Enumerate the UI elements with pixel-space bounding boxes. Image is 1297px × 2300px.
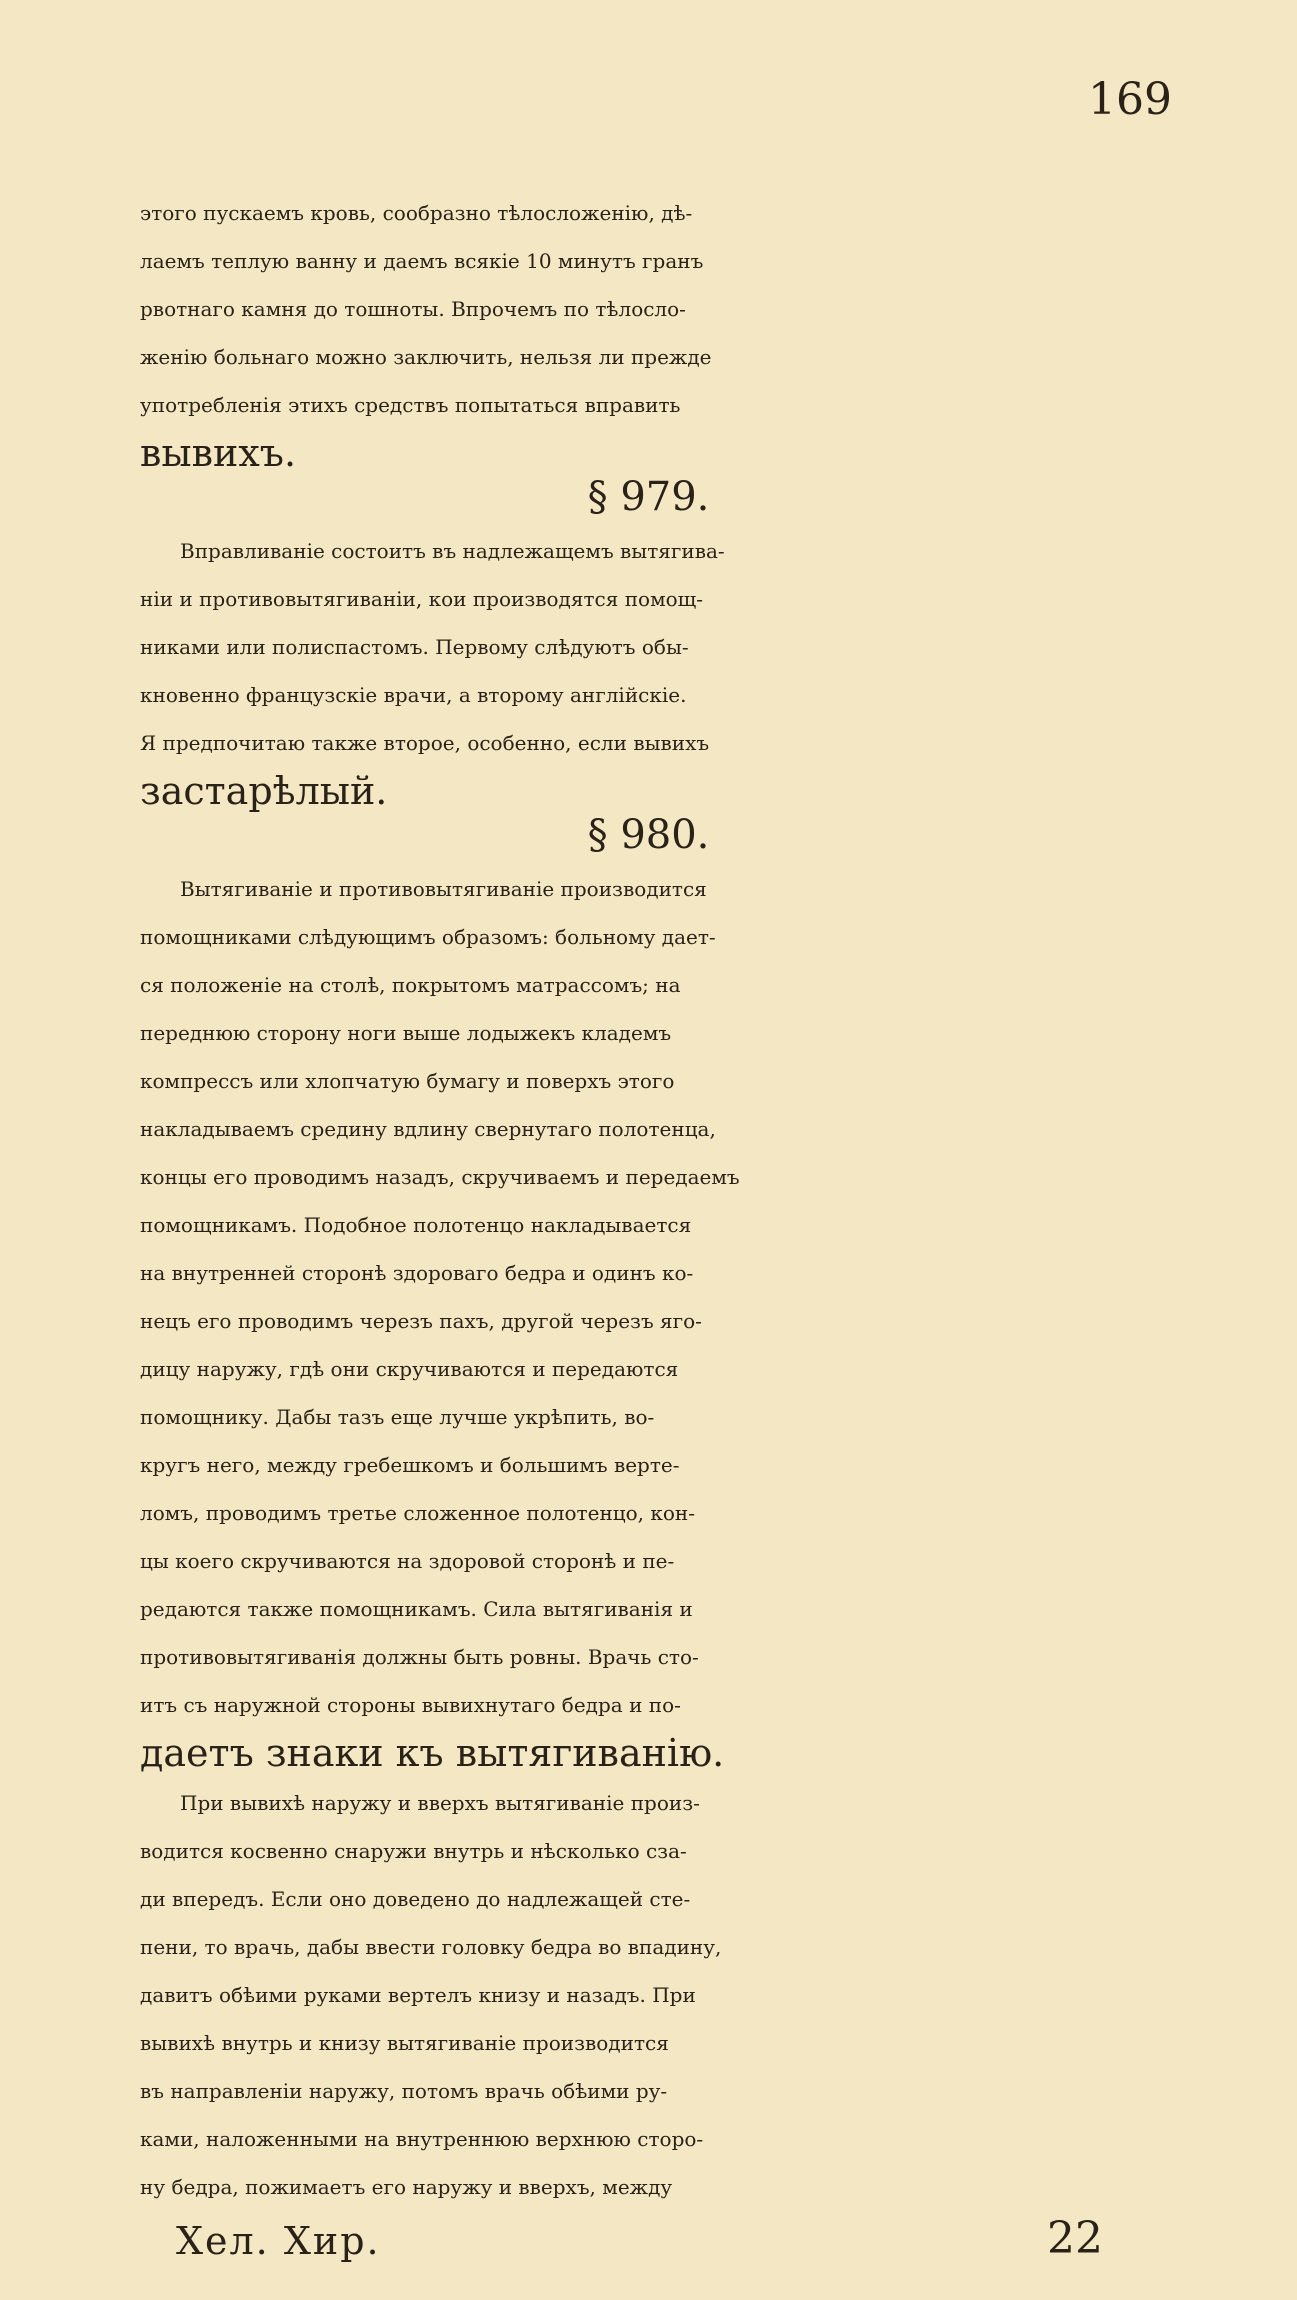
text-line: лаемъ теплую ванну и даемъ всякіе 10 минутъ гранъ <box>140 249 704 273</box>
text-line: переднюю сторону ноги выше лодыжекъ кладемъ <box>140 1021 672 1045</box>
text-line: ди впередъ. Если оно доведено до надлежащей сте- <box>140 1887 691 1911</box>
text-line: помощниками слѣдующимъ образомъ: больному дает- <box>140 925 716 949</box>
text-line: пени, то врачь, дабы ввести головку бедра во впадину, <box>140 1935 722 1959</box>
text-line: даетъ знаки къ вытягиванію. <box>140 1731 725 1775</box>
text-line: концы его проводимъ назадъ, скручиваемъ и передаемъ <box>140 1165 740 1189</box>
text-line: компрессъ или хлопчатую бумагу и поверхъ этого <box>140 1069 675 1093</box>
text-line: рвотнаго камня до тошноты. Впрочемъ по тѣлосло- <box>140 297 686 321</box>
text-line: давитъ обѣими руками вертелъ книзу и назадъ. При <box>140 1983 696 2007</box>
text-line: кругъ него, между гребешкомъ и большимъ верте- <box>140 1453 680 1477</box>
text-line: ну бедра, пожимаетъ его наружу и вверхъ, между <box>140 2175 673 2199</box>
text-line: вывихъ. <box>140 431 297 475</box>
text-line: помощнику. Дабы тазъ еще лучше укрѣпить, во- <box>140 1405 655 1429</box>
section-heading-980: § 980. <box>587 812 710 858</box>
text-line: ніи и противовытягиваніи, кои производятся помощ- <box>140 587 704 611</box>
text-line: Вправливаніе состоитъ въ надлежащемъ вытягива- <box>180 539 725 563</box>
text-line: женію больнаго можно заключить, нельзя ли прежде <box>140 345 712 369</box>
text-line: дицу наружу, гдѣ они скручиваются и передаются <box>140 1357 679 1381</box>
text-line: помощникамъ. Подобное полотенцо накладывается <box>140 1213 692 1237</box>
text-line: накладываемъ средину вдлину свернутаго полотенца, <box>140 1117 716 1141</box>
text-line: Вытягиваніе и противовытягиваніе производится <box>180 877 707 901</box>
text-line: итъ съ наружной стороны вывихнутаго бедра и по- <box>140 1693 681 1717</box>
signature-mark: Хел. Хир. <box>176 2219 381 2263</box>
text-line: При вывихѣ наружу и вверхъ вытягиваніе произ- <box>180 1791 700 1815</box>
text-line: застарѣлый. <box>140 769 388 813</box>
text-line: ками, наложенными на внутреннюю верхнюю сторо- <box>140 2127 704 2151</box>
text-line: вывихѣ внутрь и книзу вытягиваніе производится <box>140 2031 669 2055</box>
text-line: нецъ его проводимъ черезъ пахъ, другой черезъ яго- <box>140 1309 702 1333</box>
text-line: ломъ, проводимъ третье сложенное полотенцо, кон- <box>140 1501 696 1525</box>
text-line: никами или полиспастомъ. Первому слѣдуютъ обы- <box>140 635 689 659</box>
text-line: цы коего скручиваются на здоровой сторонѣ и пе- <box>140 1549 675 1573</box>
section-heading-979: § 979. <box>587 474 710 520</box>
text-line: въ направленіи наружу, потомъ врачь обѣими ру- <box>140 2079 668 2103</box>
text-line: этого пускаемъ кровь, сообразно тѣлосложенію, дѣ- <box>140 201 693 225</box>
text-line: противовытягиванія должны быть ровны. Врачь сто- <box>140 1645 699 1669</box>
text-line: кновенно французскіе врачи, а второму англійскіе. <box>140 683 687 707</box>
text-line: употребленія этихъ средствъ попытаться вправить <box>140 393 681 417</box>
sheet-number: 22 <box>1047 2213 1103 2264</box>
text-line: ся положеніе на столѣ, покрытомъ матрассомъ; на <box>140 973 681 997</box>
page-number: 169 <box>1088 74 1172 125</box>
text-line: водится косвенно снаружи внутрь и нѣсколько сза- <box>140 1839 687 1863</box>
text-line: Я предпочитаю также второе, особенно, если вывихъ <box>140 731 710 755</box>
text-line: на внутренней сторонѣ здороваго бедра и одинъ ко- <box>140 1261 694 1285</box>
text-line: редаются также помощникамъ. Сила вытягиванія и <box>140 1597 693 1621</box>
